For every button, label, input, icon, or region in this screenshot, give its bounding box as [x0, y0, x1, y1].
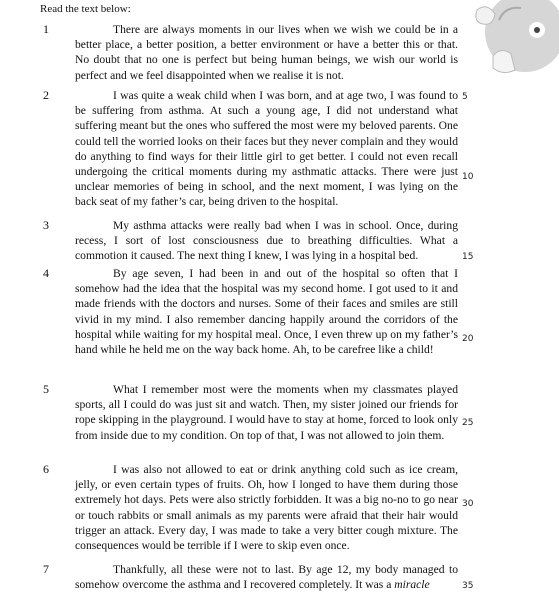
line-number: 15 — [462, 252, 474, 262]
paragraph-number: 2 — [43, 88, 49, 102]
paragraph-number: 5 — [43, 382, 49, 396]
paragraph-number: 6 — [43, 462, 49, 476]
instruction-text: Read the text below: — [40, 3, 131, 15]
line-number: 25 — [462, 418, 474, 428]
paragraph-text: I was quite a weak child when I was born, and at age two, I was found to be suffering from asthma. At such a young age, I did not understand what suffering meant but the ones who suffered the most were my beloved parents. One could tell the worried looks on their faces but they never complain and they would do anything to find ways for their little girl to get better. I could not even recall undergoing the critical moments during my asthmatic attacks. There were just unclear memories of being in school, and the next moment, I was lying on the back seat of my father’s car, being driven to the hospital. — [75, 89, 458, 209]
paragraph-number: 1 — [43, 22, 49, 36]
paragraph-text: By age seven, I had been in and out of the hospital so often that I somehow had the idea that the hospital was my second home. I got used to it and made friends with the doctors and nurses. Some of their faces and smiles are still vivid in my mind. I also remember dancing happily around the corridors of the hospital while waiting for my hospital meal. Once, I even threw up on my father’s hand while he held me on the way back home. Ah, to be carefree like a child! — [75, 267, 458, 357]
paragraph-number: 3 — [43, 218, 49, 232]
paragraph-number: 4 — [43, 266, 49, 280]
paragraph-text: I was also not allowed to eat or drink anything cold such as ice cream, jelly, or even certain types of fruits. Oh, how I longed to have them during those extremely hot days. Pets were also strictly forbidden. It was a big no-no to go near or touch rabbits or small animals as my parents were afraid that their hair would trigger an attack. Every day, I was made to take a very bitter cough mixture. The consequences would be terrible if I were to skip even once. — [75, 463, 458, 553]
line-number: 5 — [462, 92, 468, 102]
paragraph-text: My asthma attacks were really bad when I was in school. Once, during recess, I sort of lost consciousness due to breathing difficulties. What a commotion it caused. The next thing I knew, I was lying in a hospital bed. — [75, 219, 458, 263]
line-number: 30 — [462, 499, 474, 509]
line-number: 20 — [462, 334, 474, 344]
paragraph-number: 7 — [43, 562, 49, 576]
paragraph-text: There are always moments in our lives when we wish we could be in a better place, a better position, a better environment or have a better this or that. No doubt that no one is perfect but being human beings, we wish our world is perfect and we feel disappointed when we realise it is not. — [75, 23, 458, 82]
italic-word: miracle — [394, 578, 430, 592]
line-number: 35 — [462, 581, 474, 591]
paragraph-text: What I remember most were the moments when my classmates played sports, all I could do was just sit and watch. Then, my sister joined our friends for rope skipping in the playground. I would have to stay at home, forced to look only from inside due to my condition. On top of that, I was not allowed to join them. — [75, 383, 458, 442]
paragraph-text: Thankfully, all these were not to last. By age 12, my body managed to somehow overcome the asthma and I recovered completely. It was a miracle — [75, 563, 458, 592]
line-number: 10 — [462, 172, 474, 182]
cartoon-girl-logo — [463, 0, 559, 83]
